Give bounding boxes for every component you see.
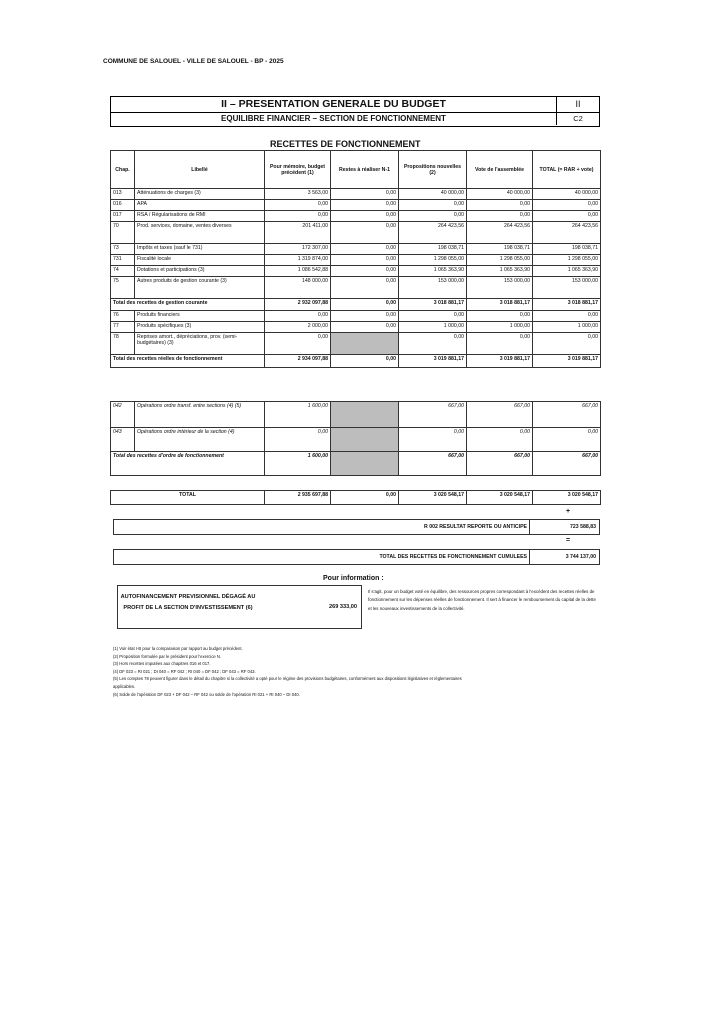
resultat-label: R 002 RESULTAT REPORTE OU ANTICIPE [424,524,527,530]
cell-chap: 013 [111,189,135,200]
cell-chap: 77 [111,322,135,333]
order-total-restes [331,452,399,476]
order-total-propositions: 667,00 [399,452,467,476]
subtotal-gestion-row-restes: 0,00 [331,299,399,311]
cell-libelle: Fiscalité locale [135,255,265,266]
grand-total-table [110,490,601,505]
cell-propositions: 0,00 [399,333,467,355]
subtotal-gestion-row-total: 3 018 881,17 [533,299,601,311]
table-row [111,322,601,333]
subtotal-reelles-row-label: Total des recettes réelles de fonctionnement [111,355,265,368]
cell-vote: 153 000,00 [467,277,533,299]
cell-vote: 0,00 [467,200,533,211]
col-chap: Chap. [111,151,135,189]
cell-total: 40 000,00 [533,189,601,200]
document-header: COMMUNE DE SALOUEL - VILLE DE SALOUEL - BP - 2025 [103,58,284,65]
cell-chap: 017 [111,211,135,222]
cell-restes [331,333,399,355]
cell-libelle: APA [135,200,265,211]
cell-chap: 043 [111,428,135,452]
cell-chap: 75 [111,277,135,299]
cell-total: 1 298 055,00 [533,255,601,266]
cell-vote: 198 038,71 [467,244,533,255]
col-vote: Vote de l'assemblée [467,151,533,189]
cell-memoire: 2 000,00 [265,322,331,333]
cell-propositions: 1 065 363,90 [399,266,467,277]
cell-restes: 0,00 [331,200,399,211]
cell-restes: 0,00 [331,244,399,255]
cell-propositions: 153 000,00 [399,277,467,299]
grand-total-total: 3 020 548,17 [533,491,601,505]
table-row [111,255,601,266]
col-total: TOTAL (= RAR + vote) [533,151,601,189]
cell-total: 198 038,71 [533,244,601,255]
autofinancement-box [117,585,362,629]
table-row [111,200,601,211]
cell-restes: 0,00 [331,255,399,266]
col-memoire: Pour mémoire, budget précédent (1) [265,151,331,189]
cell-restes: 0,00 [331,189,399,200]
autofinancement-value: 269 333,00 [329,604,357,610]
cell-total: 667,00 [533,402,601,428]
cell-libelle: Reprises amort., dépréciations, prov. (semi-budgétaires) (3) [135,333,265,355]
cell-total: 0,00 [533,211,601,222]
footnotes [113,645,603,698]
cell-propositions: 0,00 [399,200,467,211]
cell-total: 0,00 [533,200,601,211]
resultat-box [113,519,600,535]
cell-total: 0,00 [533,311,601,322]
cell-libelle: Opérations ordre transf. entre sections (4) (5) [135,402,265,428]
ordre-table [110,401,601,476]
subtotal-gestion-row [111,299,601,311]
info-text: Il s'agit, pour un budget voté en équilibre, des ressources propres correspondant à l'excédent des recettes réelles de fonctionnement sur les dépenses réelles de fonctionnement. Il sert à financer le remboursement du capital de la dette et les nouveaux investissements de la collectivité. [368,589,596,611]
cell-restes: 0,00 [331,266,399,277]
table-row [111,277,601,299]
cell-chap: 78 [111,333,135,355]
cell-propositions: 198 038,71 [399,244,467,255]
cell-chap: 74 [111,266,135,277]
table-row [111,266,601,277]
cell-memoire: 1 319 874,00 [265,255,331,266]
footnote: (2) Proposition formulée par le président pour l'exercice N. [113,653,222,659]
table-row [111,311,601,322]
cell-libelle: Dotations et participations (3) [135,266,265,277]
resultat-value: 723 588,83 [529,520,599,534]
cell-restes: 0,00 [331,222,399,244]
grand-total-label: TOTAL [111,491,265,505]
footnote: (6) Solde de l'opération DF 023 + DF 042 – RF 042 ou solde de l'opération RI 021 + RI 040 – DI 040. [113,691,300,697]
order-total-label: Total des recettes d'ordre de fonctionnement [111,452,265,476]
cell-vote: 0,00 [467,428,533,452]
subtotal-reelles-row-total: 3 019 881,17 [533,355,601,368]
subtotal-gestion-row-vote: 3 018 881,17 [467,299,533,311]
cell-libelle: Atténuations de charges (3) [135,189,265,200]
cell-libelle: Opérations ordre intérieur de la section (4) [135,428,265,452]
cell-memoire: 1 600,00 [265,402,331,428]
subtotal-gestion-row-label: Total des recettes de gestion courante [111,299,265,311]
cell-propositions: 0,00 [399,428,467,452]
order-total-vote: 667,00 [467,452,533,476]
footnote: (1) Voir état I-B pour la comparaison par rapport au budget précédent. [113,646,243,651]
cell-memoire: 201 411,00 [265,222,331,244]
subtotal-reelles-row-memoire: 2 934 097,88 [265,355,331,368]
cumul-value: 3 744 137,00 [529,550,599,564]
grand-total-memoire: 2 935 697,88 [265,491,331,505]
grand-total-propositions: 3 020 548,17 [399,491,467,505]
table-row [111,222,601,244]
main-title-code: II [575,99,581,109]
footnote: applicables. [113,683,136,689]
cell-restes: 0,00 [331,322,399,333]
table-row [111,428,601,452]
cell-total: 153 000,00 [533,277,601,299]
cell-propositions: 667,00 [399,402,467,428]
table-row [111,189,601,200]
cell-chap: 042 [111,402,135,428]
sub-title: EQUILIBRE FINANCIER – SECTION DE FONCTIONNEMENT [111,112,557,125]
subtotal-reelles-row-vote: 3 019 881,17 [467,355,533,368]
subtotal-reelles-row [111,355,601,368]
cell-chap: 70 [111,222,135,244]
cell-total: 0,00 [533,333,601,355]
cell-restes [331,402,399,428]
cell-restes: 0,00 [331,311,399,322]
cell-memoire: 1 086 542,88 [265,266,331,277]
equals-sign: = [566,537,571,544]
table-row [111,244,601,255]
grand-total-vote: 3 020 548,17 [467,491,533,505]
recettes-table [110,150,601,368]
subtotal-gestion-row-memoire: 2 932 097,88 [265,299,331,311]
cell-propositions: 1 000,00 [399,322,467,333]
cell-propositions: 264 423,56 [399,222,467,244]
footnote: (4) DF 023 = RI 021 ; DI 040 = RF 042 ; RI 040 = DF 042 ; DF 043 = RF 043. [113,668,256,674]
cell-chap: 73 [111,244,135,255]
cell-libelle: RSA / Régularisations de RMI [135,211,265,222]
main-title: II – PRESENTATION GENERALE DU BUDGET [111,97,557,112]
cell-chap: 76 [111,311,135,322]
cumul-box [113,549,600,565]
col-restes: Restes à réaliser N-1 [331,151,399,189]
cell-propositions: 0,00 [399,311,467,322]
cumul-label: TOTAL DES RECETTES DE FONCTIONNEMENT CUMULEES [379,554,527,560]
cell-restes: 0,00 [331,277,399,299]
section-title: RECETTES DE FONCTIONNEMENT [270,139,421,149]
cell-total: 1 065 363,90 [533,266,601,277]
cell-memoire: 148 000,00 [265,277,331,299]
cell-memoire: 0,00 [265,200,331,211]
cell-memoire: 0,00 [265,428,331,452]
cell-memoire: 0,00 [265,311,331,322]
cell-vote: 1 000,00 [467,322,533,333]
cell-total: 264 423,56 [533,222,601,244]
cell-propositions: 40 000,00 [399,189,467,200]
footnote: (5) Les comptes 78 peuvent figurer dans le détail du chapitre si la collectivité a opté pour le régime des provisions budgétaires, conformément aux dispositions législatives et réglementaires [113,676,462,682]
footnote: (3) Hors recettes imputées aux chapitres 016 et 017. [113,661,211,667]
order-total-row [111,452,601,476]
cell-memoire: 0,00 [265,211,331,222]
cell-vote: 0,00 [467,311,533,322]
sub-title-code: C2 [573,114,583,123]
cell-libelle: Produits financiers [135,311,265,322]
cell-libelle: Prod. services, domaine, ventes diverses [135,222,265,244]
grand-total-row [111,491,601,505]
subtotal-reelles-row-restes: 0,00 [331,355,399,368]
cell-chap: 016 [111,200,135,211]
cell-vote: 1 298 055,00 [467,255,533,266]
subtotal-reelles-row-propositions: 3 019 881,17 [399,355,467,368]
grand-total-restes: 0,00 [331,491,399,505]
cell-vote: 667,00 [467,402,533,428]
order-total-total: 667,00 [533,452,601,476]
subtotal-gestion-row-propositions: 3 018 881,17 [399,299,467,311]
table-row [111,402,601,428]
cell-libelle: Produits spécifiques (3) [135,322,265,333]
table-row [111,211,601,222]
cell-vote: 0,00 [467,211,533,222]
cell-memoire: 3 563,00 [265,189,331,200]
cell-vote: 264 423,56 [467,222,533,244]
col-propositions: Propositions nouvelles (2) [399,151,467,189]
plus-sign: + [566,508,571,515]
cell-vote: 0,00 [467,333,533,355]
cell-memoire: 172 307,00 [265,244,331,255]
col-libelle: Libellé [135,151,265,189]
table-row [111,333,601,355]
cell-libelle: Impôts et taxes (sauf le 731) [135,244,265,255]
cell-restes: 0,00 [331,211,399,222]
order-total-memoire: 1 600,00 [265,452,331,476]
cell-memoire: 0,00 [265,333,331,355]
cell-vote: 1 065 363,90 [467,266,533,277]
cell-total: 0,00 [533,428,601,452]
cell-total: 1 000,00 [533,322,601,333]
cell-libelle: Autres produits de gestion courante (3) [135,277,265,299]
cell-restes [331,428,399,452]
cell-propositions: 0,00 [399,211,467,222]
cell-propositions: 1 298 055,00 [399,255,467,266]
autofinancement-label: AUTOFINANCEMENT PREVISIONNEL DÉGAGÉ AU PROFIT DE LA SECTION D'INVESTISSEMENT (6) [120,594,256,611]
cell-vote: 40 000,00 [467,189,533,200]
cell-chap: 731 [111,255,135,266]
title-box [110,96,600,127]
info-title: Pour information : [323,575,384,582]
